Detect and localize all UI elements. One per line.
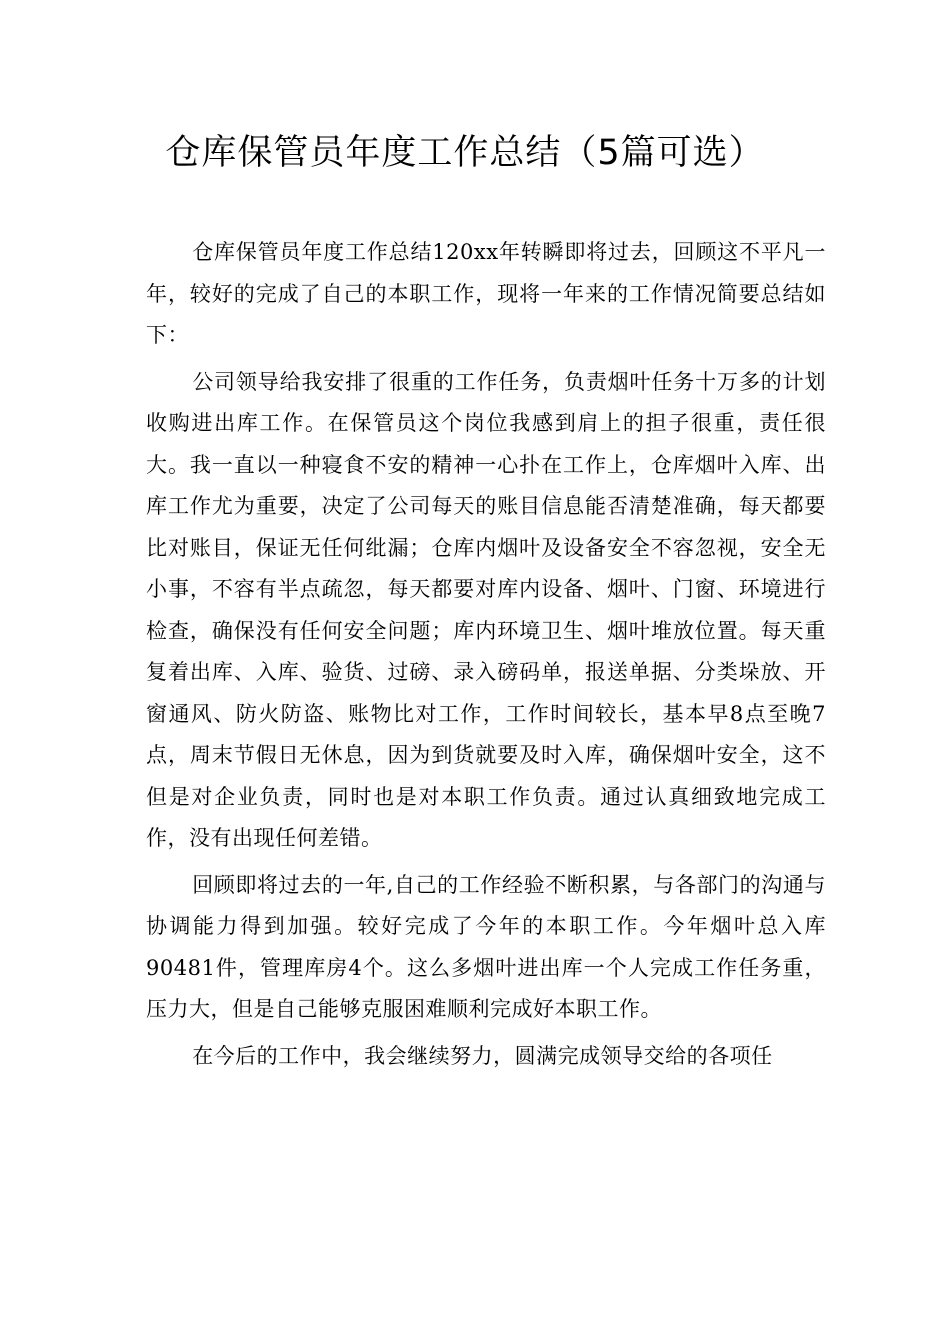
paragraph-duties: 公司领导给我安排了很重的工作任务，负责烟叶任务十万多的计划收购进出库工作。在保管员这个岗位我感到肩上的担子很重，责任很大。我一直以一种寝食不安的精神一心扑在工作上，仓库烟叶入库、出库工作尤为重要，决定了公司每天的账目信息能否清楚准确，每天都要比对账目，保证无任何纰漏；仓库内烟叶及设备安全不容忽视，安全无小事，不容有半点疏忽，每天都要对库内设备、烟叶、门窗、环境进行检查，确保没有任何安全问题；库内环境卫生、烟叶堆放位置。每天重复着出库、入库、验货、过磅、录入磅码单，报送单据、分类垛放、开窗通风、防火防盗、账物比对工作，工作时间较长，基本早8点至晚7点，周末节假日无休息，因为到货就要及时入库，确保烟叶安全，这不但是对企业负责，同时也是对本职工作负责。通过认真细致地完成工作，没有出现任何差错。 bbox=[146, 369, 826, 850]
paragraph-future: 在今后的工作中，我会继续努力，圆满完成领导交给的各项任 bbox=[192, 1043, 773, 1068]
document-body bbox=[146, 232, 826, 1082]
paragraph-review: 回顾即将过去的一年,自己的工作经验不断积累，与各部门的沟通与协调能力得到加强。较好完成了今年的本职工作。今年烟叶总入库90481件，管理库房4个。这么多烟叶进出库一个人完成工作任务重，压力大，但是自己能够克服困难顺利完成好本职工作。 bbox=[146, 872, 826, 1021]
paragraph-intro: 仓库保管员年度工作总结120xx年转瞬即将过去，回顾这不平凡一年，较好的完成了自己的本职工作，现将一年来的工作情况简要总结如下： bbox=[146, 240, 826, 347]
document-title: 仓库保管员年度工作总结（5篇可选） bbox=[165, 133, 765, 173]
